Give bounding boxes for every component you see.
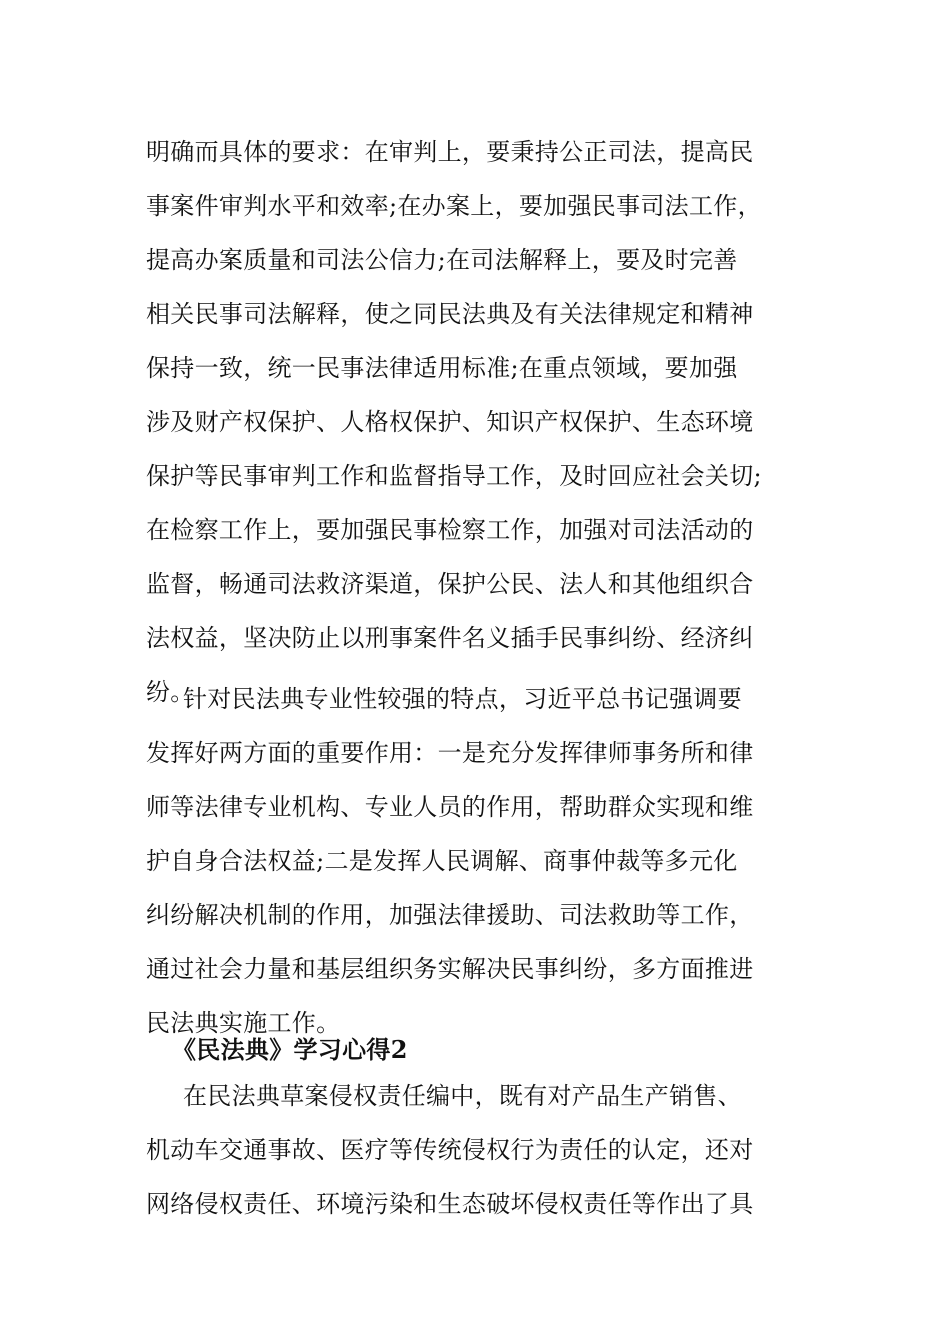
text-line: 监督，畅通司法救济渠道，保护公民、法人和其他组织合 — [146, 570, 754, 598]
paragraph-1 — [146, 125, 796, 719]
text-line: 发挥好两方面的重要作用：一是充分发挥律师事务所和律 — [146, 739, 754, 767]
section-heading: 《民法典》学习心得2 — [172, 1035, 408, 1064]
text-line: 在检察工作上，要加强民事检察工作，加强对司法活动的 — [146, 516, 754, 544]
text-line: 法权益，坚决防止以刑事案件名义插手民事纠纷、经济纠 — [146, 624, 754, 652]
text-line: 涉及财产权保护、人格权保护、知识产权保护、生态环境 — [146, 408, 754, 436]
text-line: 网络侵权责任、环境污染和生态破坏侵权责任等作出了具 — [146, 1190, 754, 1218]
text-line: 明确而具体的要求：在审判上，要秉持公正司法，提高民 — [146, 138, 754, 166]
text-line: 相关民事司法解释，使之同民法典及有关法律规定和精神 — [146, 300, 754, 328]
text-line: 保护等民事审判工作和监督指导工作，及时回应社会关切; — [146, 462, 762, 490]
text-line: 纠纷解决机制的作用，加强法律援助、司法救助等工作， — [146, 901, 754, 929]
text-line: 通过社会力量和基层组织务实解决民事纠纷，多方面推进 — [146, 955, 754, 983]
text-line: 民法典实施工作。 — [146, 1009, 341, 1037]
paragraph-2 — [146, 672, 796, 1050]
text-line: 事案件审判水平和效率;在办案上，要加强民事司法工作， — [146, 192, 762, 220]
paragraph-3 — [146, 1069, 796, 1231]
text-line: 师等法律专业机构、专业人员的作用，帮助群众实现和维 — [146, 793, 754, 821]
text-line: 护自身合法权益;二是发挥人民调解、商事仲裁等多元化 — [146, 847, 738, 875]
text-line: 提高办案质量和司法公信力;在司法解释上，要及时完善 — [146, 246, 738, 274]
text-line: 在民法典草案侵权责任编中，既有对产品生产销售、 — [183, 1082, 742, 1110]
text-line: 机动车交通事故、医疗等传统侵权行为责任的认定，还对 — [146, 1136, 754, 1164]
text-line: 保持一致，统一民事法律适用标准;在重点领域，要加强 — [146, 354, 738, 382]
text-line: 纷。 — [146, 678, 195, 706]
text-line: 针对民法典专业性较强的特点，习近平总书记强调要 — [183, 685, 742, 713]
